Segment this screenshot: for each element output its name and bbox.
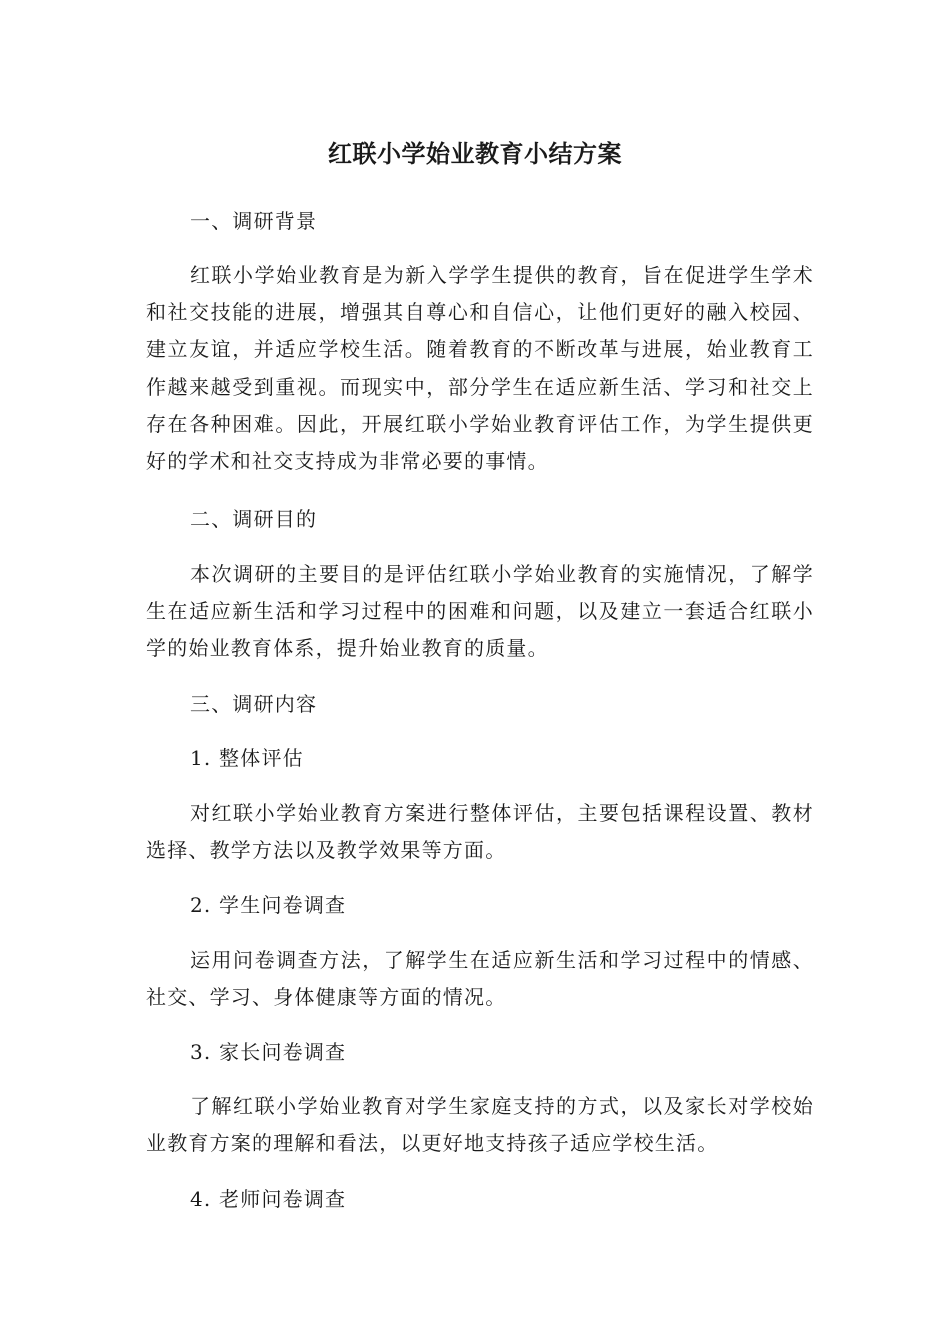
section-paragraph-purpose: 本次调研的主要目的是评估红联小学始业教育的实施情况，了解学生在适应新生活和学习过程中的困难和问题，以及建立一套适合红联小学的始业教育体系，提升始业教育的质量。 (146, 562, 814, 661)
item-paragraph-parent-survey: 了解红联小学始业教育对学生家庭支持的方式，以及家长对学校始业教育方案的理解和看法，以更好地支持孩子适应学校生活。 (146, 1094, 814, 1156)
section-heading-purpose: 二、调研目的 (190, 507, 318, 531)
item-paragraph-student-survey: 运用问卷调查方法，了解学生在适应新生活和学习过程中的情感、社交、学习、身体健康等方面的情况。 (146, 948, 814, 1010)
item-paragraph-overall-assessment: 对红联小学始业教育方案进行整体评估，主要包括课程设置、教材选择、教学方法以及教学效果等方面。 (146, 801, 814, 863)
item-heading-parent-survey: 3. 家长问卷调查 (190, 1040, 347, 1064)
section-heading-content: 三、调研内容 (190, 692, 318, 716)
document-title: 红联小学始业教育小结方案 (328, 140, 622, 168)
item-heading-teacher-survey: 4. 老师问卷调查 (190, 1187, 347, 1211)
section-paragraph-background: 红联小学始业教育是为新入学学生提供的教育，旨在促进学生学术和社交技能的进展，增强其自尊心和自信心，让他们更好的融入校园、建立友谊，并适应学校生活。随着教育的不断改革与进展，始业教育工作越来越受到重视。而现实中，部分学生在适应新生活、学习和社交上存在各种困难。因此，开展红联小学始业教育评估工作，为学生提供更好的学术和社交支持成为非常必要的事情。 (146, 263, 814, 474)
section-heading-background: 一、调研背景 (190, 209, 318, 233)
item-heading-overall-assessment: 1. 整体评估 (190, 746, 304, 770)
item-heading-student-survey: 2. 学生问卷调查 (190, 893, 347, 917)
